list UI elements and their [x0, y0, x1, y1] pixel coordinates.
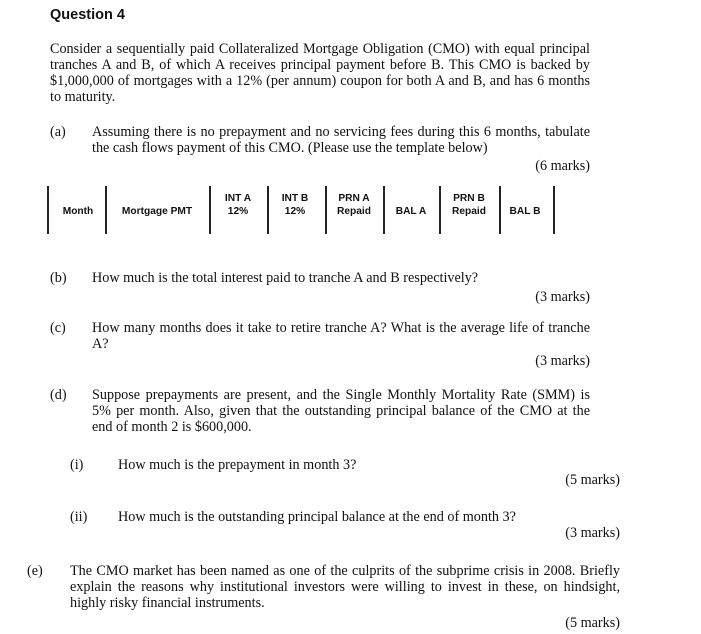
part-b-marks: (3 marks): [535, 289, 590, 305]
col-header-month: Month: [62, 206, 94, 217]
part-d-text: Suppose prepayments are present, and the Single Monthly Mortality Rate (SMM) is 5% per month. Also, given that the outstanding principal balance of the CMO at the end of month 2 is $600,000.: [92, 387, 590, 435]
question-title: Question 4: [50, 7, 125, 23]
part-d-i-label: (i): [70, 457, 84, 473]
part-c-text: How many months does it take to retire tranche A? What is the average life of tranche A?: [92, 320, 590, 352]
part-b-text: How much is the total interest paid to tranche A and B respectively?: [92, 270, 479, 286]
col-header-prn-a: PRN A Repaid: [337, 193, 371, 217]
table-divider: [383, 186, 385, 234]
col-header-mortgage-pmt: Mortgage PMT: [121, 206, 193, 217]
table-divider: [209, 186, 211, 234]
part-a-marks: (6 marks): [535, 158, 590, 174]
part-d-ii-marks: (3 marks): [565, 525, 620, 541]
question-intro: Consider a sequentially paid Collateralized Mortgage Obligation (CMO) with equal principal tranches A and B, of which A receives principal payment before B. This CMO is backed by $1,000,000 of mortgages with a 12% (per annum) coupon for both A and B, and has 6 months to maturity.: [50, 41, 590, 105]
col-header-int-a: INT A 12%: [224, 193, 252, 217]
cash-flow-table: [47, 186, 569, 234]
part-e-marks: (5 marks): [565, 615, 620, 631]
table-divider: [553, 186, 555, 234]
part-d-ii-label: (ii): [70, 509, 88, 525]
part-e-text: The CMO market has been named as one of the culprits of the subprime crisis in 2008. Briefly explain the reasons why institutional investors were willing to invest in these, on hindsight, highly risky financial instruments.: [70, 563, 620, 611]
part-c-marks: (3 marks): [535, 353, 590, 369]
col-header-bal-b: BAL B: [509, 206, 541, 217]
col-header-int-b: INT B 12%: [281, 193, 309, 217]
part-a-text: Assuming there is no prepayment and no servicing fees during this 6 months, tabulate the cash flows payment of this CMO. (Please use the template below): [92, 124, 590, 156]
part-d-i-marks: (5 marks): [565, 472, 620, 488]
part-c-label: (c): [50, 320, 66, 336]
table-divider: [439, 186, 441, 234]
table-divider: [47, 186, 49, 234]
table-divider: [499, 186, 501, 234]
col-header-bal-a: BAL A: [395, 206, 427, 217]
table-divider: [325, 186, 327, 234]
part-d-ii-text: How much is the outstanding principal balance at the end of month 3?: [118, 509, 516, 525]
part-d-i-text: How much is the prepayment in month 3?: [118, 457, 357, 473]
table-divider: [105, 186, 107, 234]
part-a-label: (a): [50, 124, 66, 140]
part-e-label: (e): [27, 563, 43, 579]
part-b-label: (b): [50, 270, 67, 286]
part-d-label: (d): [50, 387, 67, 403]
table-divider: [267, 186, 269, 234]
col-header-prn-b: PRN B Repaid: [452, 193, 486, 217]
